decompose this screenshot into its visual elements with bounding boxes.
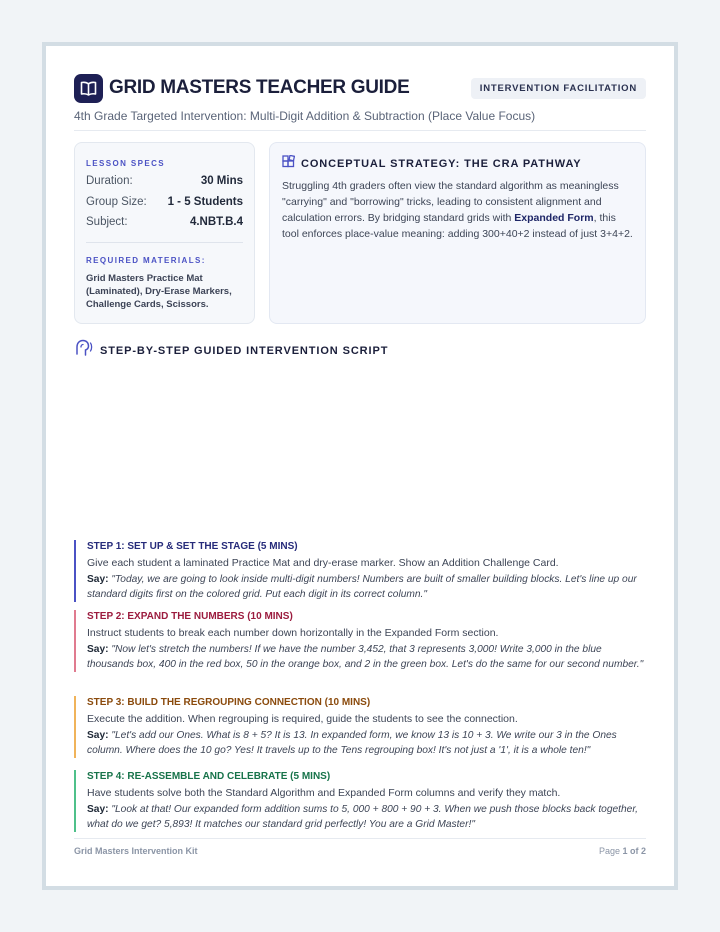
spec-value: 30 Mins — [200, 175, 243, 187]
lesson-specs-label: LESSON SPECS — [86, 159, 166, 168]
footer-kit-name: Grid Masters Intervention Kit — [74, 846, 198, 856]
step-3 — [74, 696, 646, 758]
strategy-body — [282, 178, 633, 242]
step-script — [87, 642, 646, 672]
spec-key: Group Size: — [86, 195, 147, 208]
spec-key: Duration: — [86, 175, 133, 187]
footer-divider — [74, 838, 646, 839]
step-quote: "Now let's stretch the numbers! If we have the number 3,452, that 3 represents 3,000! Write 3,000 in the blue thousands box, 400 in the red box, 50 in the orange box, and 2 in the green box. Let's do the same for our second number." — [87, 644, 644, 670]
step-quote: "Today, we are going to look inside multi-digit numbers! Numbers are built of smaller building blocks. Let's line up our standard digits first on the colored grid. Put each digit in its correct column." — [87, 574, 637, 600]
materials-list: Grid Masters Practice Mat (Laminated), Dry-Erase Markers, Challenge Cards, Scissors. — [86, 272, 232, 310]
intervention-badge: INTERVENTION FACILITATION — [471, 78, 646, 99]
strategy-card — [269, 142, 646, 324]
step-script — [87, 802, 646, 832]
specs-divider — [86, 242, 243, 243]
step-quote: "Let's add our Ones. What is 8 + 5? It is 13. In expanded form, we know 13 is 10 + 3. We write our 3 in the Ones column. Where does the 10 go? Yes! It travels up to the Tens regrouping box! It's not just a '1', it is a whole ten!" — [87, 730, 617, 756]
say-label: Say: — [87, 574, 109, 585]
spec-value: 1 - 5 Students — [167, 195, 243, 208]
step-script — [87, 572, 646, 602]
page-prefix: Page — [598, 846, 623, 856]
materials-label: REQUIRED MATERIALS: — [86, 255, 206, 265]
speech-icon — [74, 339, 94, 362]
say-label: Say: — [87, 644, 109, 655]
step-instruction: Have students solve both the Standard Algorithm and Expanded Form columns and verify they match. — [87, 787, 561, 799]
step-1 — [74, 540, 646, 602]
page-title: GRID MASTERS TEACHER GUIDE — [109, 77, 410, 98]
blocks-icon — [282, 155, 295, 173]
page-subtitle: 4th Grade Targeted Intervention: Multi-Digit Addition & Subtraction (Place Value Focus) — [74, 109, 536, 123]
step-instruction: Execute the addition. When regrouping is required, guide the students to see the connection. — [87, 713, 518, 725]
spec-key: Subject: — [86, 216, 128, 228]
header-divider — [74, 130, 646, 131]
step-title: STEP 2: EXPAND THE NUMBERS (10 MINS) — [87, 611, 293, 622]
spec-value: 4.NBT.B.4 — [189, 216, 243, 228]
spec-row-duration — [86, 175, 243, 196]
say-label: Say: — [87, 804, 109, 815]
step-title: STEP 3: BUILD THE REGROUPING CONNECTION (10 MINS) — [87, 697, 371, 708]
spec-row-group-size — [86, 196, 243, 217]
document-page — [42, 42, 678, 890]
page-count: 1 of 2 — [622, 846, 646, 856]
book-icon — [74, 74, 103, 103]
step-title: STEP 4: RE-ASSEMBLE AND CELEBRATE (5 MINS) — [87, 771, 331, 782]
step-instruction: Give each student a laminated Practice Mat and dry-erase marker. Show an Addition Challenge Card. — [87, 557, 559, 569]
script-title: STEP-BY-STEP GUIDED INTERVENTION SCRIPT — [100, 344, 389, 357]
strategy-title: CONCEPTUAL STRATEGY: THE CRA PATHWAY — [301, 158, 582, 170]
script-heading — [74, 339, 388, 362]
expanded-form-emphasis: Expanded Form — [514, 212, 594, 224]
lesson-specs-card — [74, 142, 255, 324]
strategy-text: Struggling 4th graders often view the standard algorithm as meaningless "carrying" and "borrowing" tricks, leading to consistent alignment and calculation errors. By bridging standard grids with — [282, 180, 619, 224]
step-2 — [74, 610, 646, 672]
step-instruction: Instruct students to break each number down horizontally in the Expanded Form section. — [87, 627, 499, 639]
step-script — [87, 728, 646, 758]
page-number — [599, 846, 646, 856]
spec-row-subject — [86, 216, 243, 237]
say-label: Say: — [87, 730, 109, 741]
step-quote: "Look at that! Our expanded form addition sums to 5, 000 + 800 + 90 + 3. When we push those blocks back together, what do we get? 5,893! It matches our standard grid perfectly! You are a Grid Master!" — [87, 804, 638, 830]
step-4 — [74, 770, 646, 832]
strategy-text-end: , this tool enforces place-value meaning: adding 300+40+2 instead of just 3+4+2. — [282, 212, 633, 240]
step-title: STEP 1: SET UP & SET THE STAGE (5 MINS) — [87, 541, 298, 552]
